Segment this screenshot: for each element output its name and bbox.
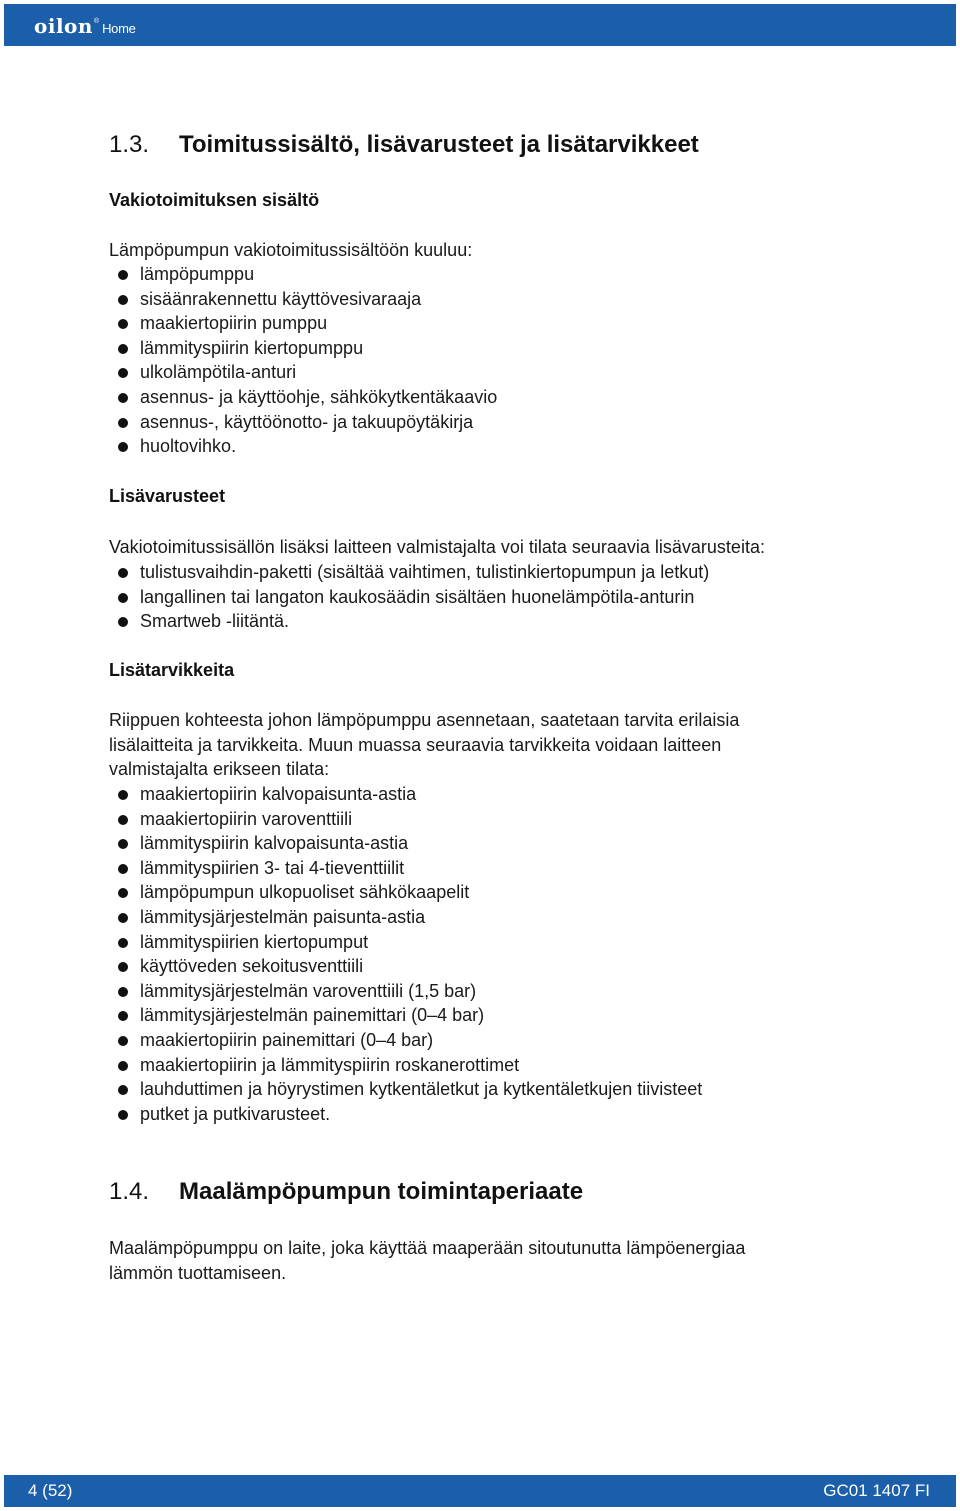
bullet-icon [118, 295, 128, 305]
list-item [109, 410, 497, 435]
paragraph-line: lisälaitteita ja tarvikkeita. Muun muassa seuraavia tarvikkeita voidaan laitteen [109, 734, 722, 755]
bullet-icon [118, 962, 128, 972]
list-item [109, 360, 497, 385]
list-item-text: tulistusvaihdin-paketti (sisältää vaihtimen, tulistinkiertopumpun ja letkut) [140, 562, 710, 582]
list-item [109, 979, 702, 1004]
registered-mark: ® [93, 18, 100, 25]
paragraph-line: Lämpöpumpun vakiotoimitussisältöön kuuluu: [109, 240, 473, 260]
list-item-text: lämmityspiirien 3- tai 4-tieventtiilit [140, 857, 405, 878]
list-item [109, 287, 497, 312]
bullet-icon [118, 987, 128, 997]
subheading-accessories: Lisävarusteet [109, 486, 226, 506]
bullet-icon [118, 938, 128, 948]
list-item [109, 930, 702, 955]
accessories-intro [109, 535, 869, 560]
bullet-icon [118, 368, 128, 378]
list-item-text: sisäänrakennettu käyttövesivaraaja [140, 288, 422, 309]
list-item-text: maakiertopiirin kalvopaisunta-astia [140, 784, 417, 804]
list-item [109, 434, 497, 459]
bullet-icon [118, 617, 128, 627]
bullet-icon [118, 790, 128, 800]
home-link[interactable] [34, 14, 136, 36]
list-item-text: lämmitysjärjestelmän painemittari (0–4 bar) [140, 1005, 485, 1026]
bullet-icon [118, 1110, 128, 1120]
list-item [109, 1102, 702, 1127]
bullet-icon [118, 344, 128, 354]
section-title: Maalämpöpumpun toimintaperiaate [179, 1178, 584, 1205]
document-code: GC01 1407 FI [823, 1481, 930, 1500]
list-item-text: lämmityspiirin kiertopumppu [140, 337, 364, 358]
list-item-text: Smartweb -liitäntä. [140, 611, 290, 632]
list-item [109, 560, 709, 585]
list-item-text: lauhduttimen ja höyrystimen kytkentäletkut ja kytkentäletkujen tiivisteet [140, 1079, 703, 1100]
bullet-icon [118, 815, 128, 825]
supplies-list [109, 782, 702, 1126]
subheading-standard: Vakiotoimituksen sisältö [109, 190, 320, 210]
list-item [109, 807, 702, 832]
standard-list [109, 262, 497, 459]
list-item-text: lämpöpumpun ulkopuoliset sähkökaapelit [140, 882, 470, 903]
list-item-text: maakiertopiirin pumppu [140, 313, 328, 334]
bullet-icon [118, 593, 128, 603]
paragraph-line: Maalämpöpumppu on laite, joka käyttää maaperään sitoutunutta lämpöenergiaa [109, 1238, 746, 1258]
list-item-text: lämmitysjärjestelmän paisunta-astia [140, 906, 426, 927]
paragraph-line: lämmön tuottamiseen. [109, 1262, 287, 1283]
list-item-text: huoltovihko. [140, 436, 237, 457]
bullet-icon [118, 1036, 128, 1046]
list-item [109, 880, 702, 905]
list-item-text: ulkolämpötila-anturi [140, 362, 297, 383]
list-item-text: asennus-, käyttöönotto- ja takuupöytäkirja [140, 411, 474, 432]
list-item-text: maakiertopiirin varoventtiili [140, 808, 353, 829]
list-item [109, 831, 702, 856]
bullet-icon [118, 568, 128, 578]
standard-intro [109, 238, 869, 263]
list-item-text: putket ja putkivarusteet. [140, 1103, 331, 1124]
list-item-text: maakiertopiirin ja lämmityspiirin roskanerottimet [140, 1054, 520, 1075]
bullet-icon [118, 1061, 128, 1071]
list-item-text: lämpöpumppu [140, 264, 255, 284]
list-item [109, 609, 709, 634]
list-item [109, 1028, 702, 1053]
bullet-icon [118, 864, 128, 874]
list-item [109, 856, 702, 881]
paragraph-line: valmistajalta erikseen tilata: [109, 759, 330, 780]
home-label: Home [102, 21, 136, 36]
section-1-4-body [109, 1236, 869, 1285]
list-item [109, 782, 702, 807]
page-number: 4 (52) [28, 1481, 73, 1500]
bullet-icon [118, 1011, 128, 1021]
list-item-text: käyttöveden sekoitusventtiili [140, 956, 364, 977]
list-item [109, 954, 702, 979]
paragraph-line: Vakiotoimitussisällön lisäksi laitteen valmistajalta voi tilata seuraavia lisävarusteita: [109, 537, 765, 557]
header-bar [4, 4, 956, 46]
list-item-text: langallinen tai langaton kaukosäädin sisältäen huonelämpötila-anturin [140, 586, 695, 607]
list-item [109, 311, 497, 336]
bullet-icon [118, 839, 128, 849]
list-item-text: lämmityspiirien kiertopumput [140, 931, 369, 952]
bullet-icon [118, 418, 128, 428]
section-heading-1-3 [109, 131, 699, 159]
paragraph-line: Riippuen kohteesta johon lämpöpumppu asennetaan, saatetaan tarvita erilaisia [109, 710, 740, 730]
list-item [109, 585, 709, 610]
list-item [109, 1003, 702, 1028]
bullet-icon [118, 888, 128, 898]
list-item-text: lämmityspiirin kalvopaisunta-astia [140, 833, 409, 854]
list-item [109, 385, 497, 410]
list-item [109, 1053, 702, 1078]
list-item-text: maakiertopiirin painemittari (0–4 bar) [140, 1029, 434, 1050]
section-number: 1.4. [109, 1178, 150, 1205]
bullet-icon [118, 913, 128, 923]
bullet-icon [118, 442, 128, 452]
oilon-logo: oilon [34, 14, 93, 38]
bullet-icon [118, 319, 128, 329]
list-item-text: asennus- ja käyttöohje, sähkökytkentäkaavio [140, 386, 498, 407]
list-item [109, 336, 497, 361]
supplies-intro [109, 708, 869, 782]
list-item [109, 262, 497, 287]
footer-bar [4, 1475, 956, 1507]
bullet-icon [118, 270, 128, 280]
section-heading-1-4 [109, 1178, 583, 1206]
subheading-supplies: Lisätarvikkeita [109, 660, 235, 680]
list-item [109, 1077, 702, 1102]
section-number: 1.3. [109, 131, 150, 158]
list-item-text: lämmitysjärjestelmän varoventtiili (1,5 bar) [140, 980, 477, 1001]
section-title: Toimitussisältö, lisävarusteet ja lisätarvikkeet [179, 131, 699, 158]
bullet-icon [118, 393, 128, 403]
list-item [109, 905, 702, 930]
bullet-icon [118, 1085, 128, 1095]
accessories-list [109, 560, 709, 634]
